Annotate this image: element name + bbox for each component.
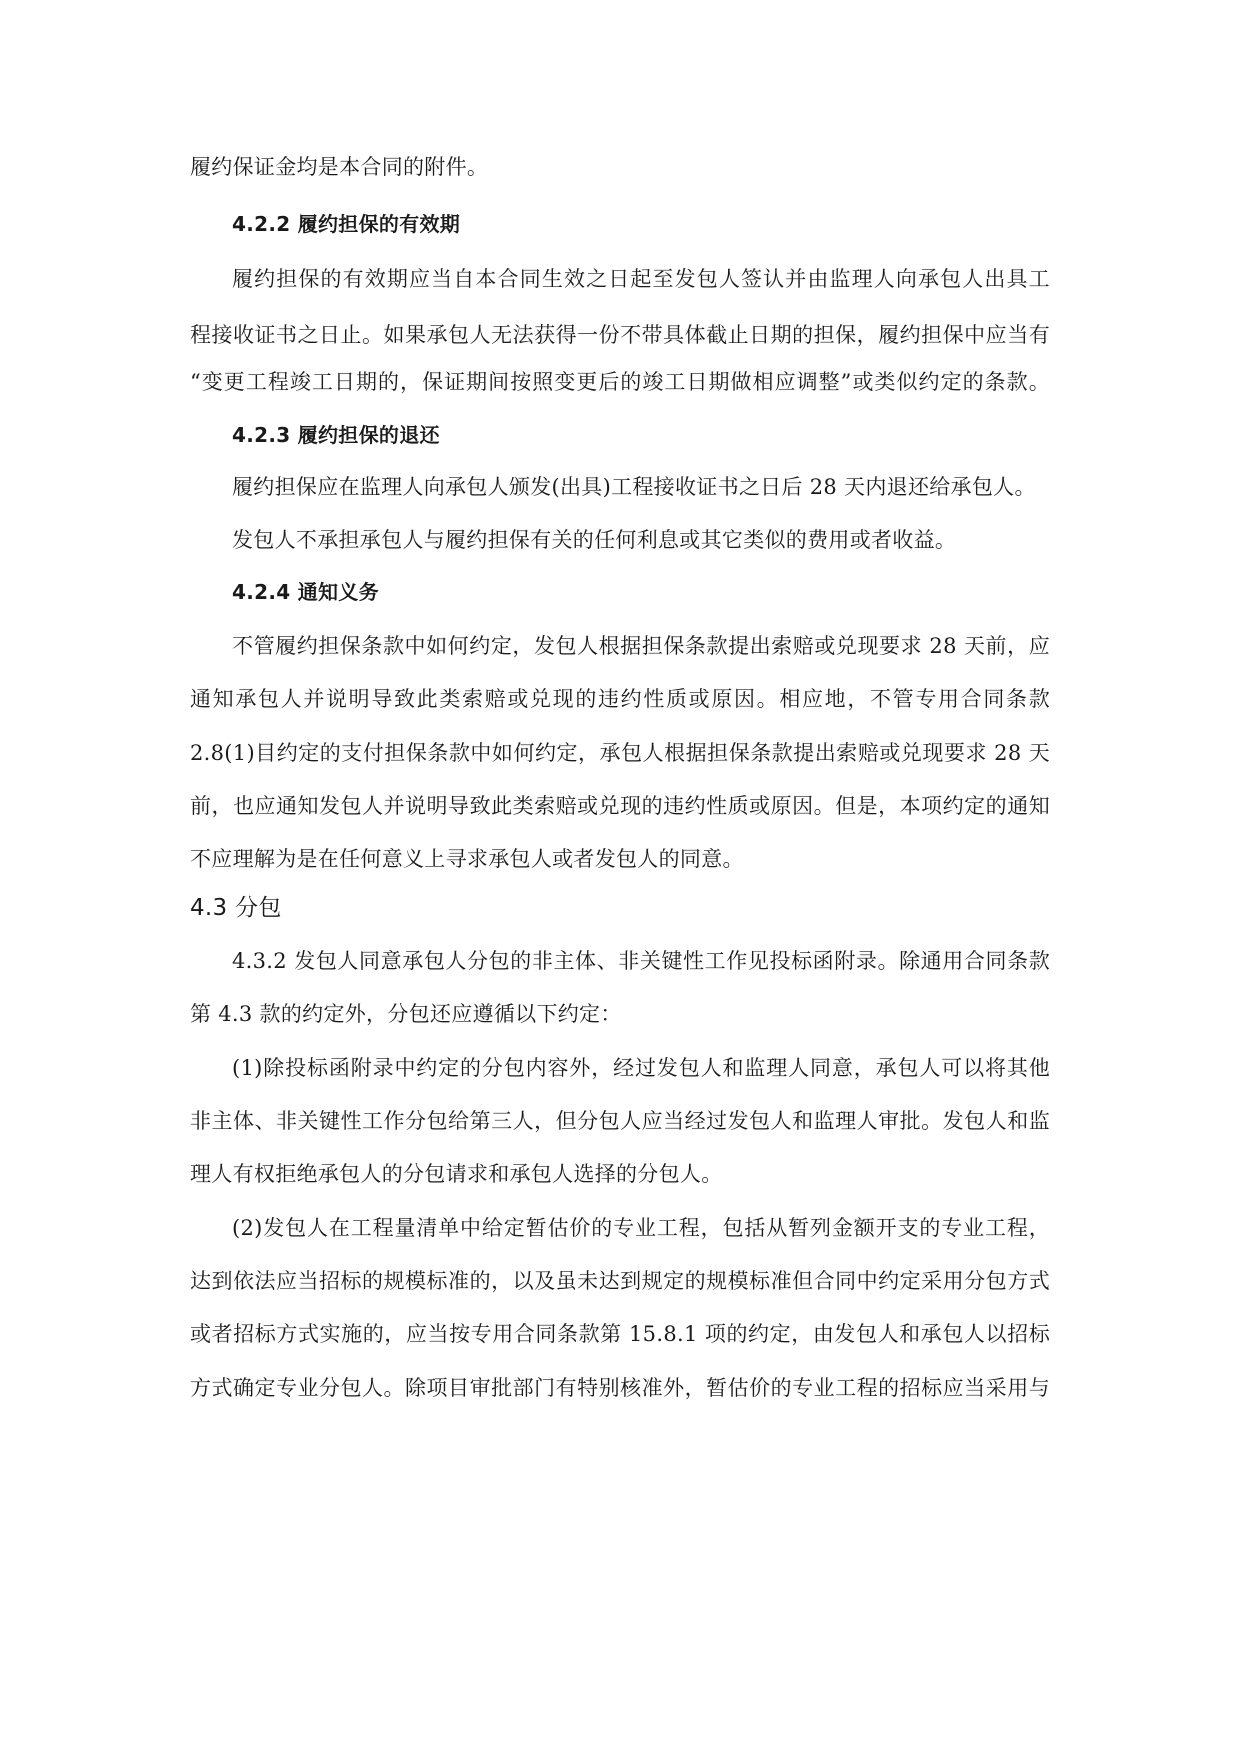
paragraph-line: 履约担保应在监理人向承包人颁发(出具)工程接收证书之日后 28 天内退还给承包人。 xyxy=(232,475,1036,499)
section-heading-4-2-4: 4.2.4 通知义务 xyxy=(232,580,379,604)
paragraph-line: 通知承包人并说明导致此类索赔或兑现的违约性质或原因。相应地，不管专用合同条款 xyxy=(190,687,1050,711)
paragraph-line: 履约保证金均是本合同的附件。 xyxy=(190,155,489,179)
paragraph-line: 程接收证书之日止。如果承包人无法获得一份不带具体截止日期的担保，履约担保中应当有 xyxy=(190,323,1050,347)
section-heading-4-2-2: 4.2.2 履约担保的有效期 xyxy=(232,212,461,236)
paragraph-line: (1)除投标函附录中约定的分包内容外，经过发包人和监理人同意，承包人可以将其他 xyxy=(232,1056,1050,1080)
paragraph-line: 达到依法应当招标的规模标准的，以及虽未达到规定的规模标准但合同中约定采用分包方式 xyxy=(190,1269,1050,1293)
paragraph-line: 发包人不承担承包人与履约担保有关的任何利息或其它类似的费用或者收益。 xyxy=(232,528,957,552)
paragraph-line: 或者招标方式实施的，应当按专用合同条款第 15.8.1 项的约定，由发包人和承包人以招标 xyxy=(190,1322,1050,1346)
paragraph-line: 第 4.3 款的约定外，分包还应遵循以下约定： xyxy=(190,1002,622,1026)
section-heading-4-2-3: 4.2.3 履约担保的退还 xyxy=(232,423,440,447)
paragraph-line: 履约担保的有效期应当自本合同生效之日起至发包人签认并由监理人向承包人出具工 xyxy=(232,267,1050,291)
paragraph-line: 非主体、非关键性工作分包给第三人，但分包人应当经过发包人和监理人审批。发包人和监 xyxy=(190,1109,1050,1133)
paragraph-line: 不应理解为是在任何意义上寻求承包人或者发包人的同意。 xyxy=(190,847,744,871)
paragraph-line: 前，也应通知发包人并说明导致此类索赔或兑现的违约性质或原因。但是，本项约定的通知 xyxy=(190,794,1050,818)
paragraph-line: 4.3.2 发包人同意承包人分包的非主体、非关键性工作见投标函附录。除通用合同条款 xyxy=(232,949,1050,973)
paragraph-line: (2)发包人在工程量清单中给定暂估价的专业工程，包括从暂列金额开支的专业工程， xyxy=(232,1216,1050,1240)
paragraph-line: 不管履约担保条款中如何约定，发包人根据担保条款提出索赔或兑现要求 28 天前，应 xyxy=(232,634,1050,658)
paragraph-line: 方式确定专业分包人。除项目审批部门有特别核准外，暂估价的专业工程的招标应当采用与 xyxy=(190,1376,1050,1400)
paragraph-line: 理人有权拒绝承包人的分包请求和承包人选择的分包人。 xyxy=(190,1162,723,1186)
paragraph-line: “变更工程竣工日期的，保证期间按照变更后的竣工日期做相应调整”或类似约定的条款。 xyxy=(190,370,1050,394)
section-heading-4-3: 4.3 分包 xyxy=(190,895,282,921)
paragraph-line: 2.8(1)目约定的支付担保条款中如何约定，承包人根据担保条款提出索赔或兑现要求 28 天 xyxy=(190,741,1050,765)
